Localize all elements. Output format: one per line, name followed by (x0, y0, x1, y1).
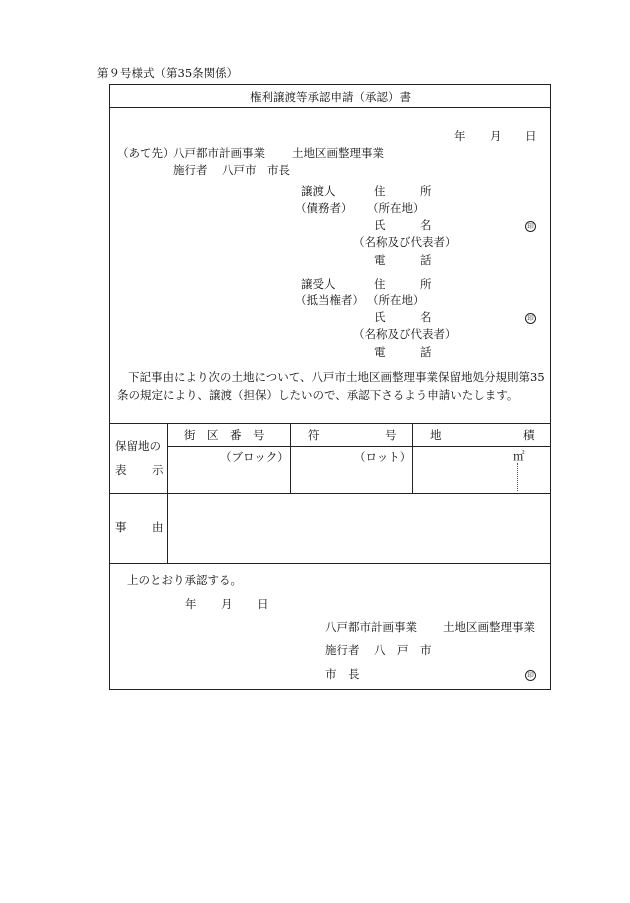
assignor-name-label-b: 名 (420, 218, 432, 232)
assignee-label: 譲受人 (301, 277, 336, 291)
assignor-address-label-a: 住 (374, 184, 386, 198)
form-title: 権利譲渡等承認申請（承認）書 (250, 90, 411, 104)
lot-area-divider (412, 423, 413, 493)
assignor-role: （債務者） (295, 201, 353, 215)
lot-number-header-a: 符 (308, 428, 320, 442)
assignor-label: 譲渡人 (301, 184, 336, 198)
assignee-address-label-a: 住 (374, 277, 386, 291)
assignor-phone-label-a: 電 (374, 253, 386, 267)
approval-statement: 上のとおり承認する。 (127, 573, 242, 587)
block-number-header: 街 区 番 号 (184, 428, 265, 442)
table-header-divider (167, 446, 551, 447)
addressee-mayor: 市長 (267, 163, 290, 177)
reserve-land-label-line2a: 表 (115, 463, 127, 477)
approval-year-label: 年 (185, 597, 197, 611)
approval-day-label: 日 (257, 597, 269, 611)
table-top-divider (109, 423, 551, 424)
addressee-city: 八戸市 (222, 163, 257, 177)
approval-implementer-label: 施行者 (325, 643, 360, 657)
approval-city-a: 八 (374, 643, 386, 657)
assignor-representative-label: （名称及び代表者） (353, 235, 457, 249)
assignor-location-label: （所在地） (367, 201, 425, 215)
block-lot-divider (290, 423, 291, 493)
approval-project: 八戸都市計画事業 (325, 620, 417, 634)
approval-city-b: 戸 (397, 643, 409, 657)
reserve-land-label-line1: 保留地の (115, 439, 161, 453)
assignee-phone-label-a: 電 (374, 345, 386, 359)
assignee-name-label-b: 名 (420, 310, 432, 324)
assignee-representative-label: （名称及び代表者） (353, 327, 457, 341)
area-decimal-dotted-line (517, 463, 518, 491)
approval-project-type: 土地区画整理事業 (443, 620, 535, 634)
date-year-label: 年 (454, 129, 466, 143)
assignee-role: （抵当権者） (295, 293, 364, 307)
assignee-name-label-a: 氏 (374, 310, 386, 324)
approval-mayor-b: 長 (348, 667, 360, 681)
approval-month-label: 月 (221, 597, 233, 611)
assignor-address-label-b: 所 (420, 184, 432, 198)
lot-number-header-b: 号 (385, 428, 397, 442)
addressee-implementer-label: 施行者 (173, 163, 208, 177)
block-unit-label: （ブロック） (220, 450, 289, 464)
approval-city-c: 市 (420, 643, 432, 657)
area-header-b: 積 (523, 428, 535, 442)
reserve-land-label-line2b: 示 (152, 463, 164, 477)
date-month-label: 月 (490, 129, 502, 143)
application-body-text: 下記事由により次の土地について、八戸市土地区画整理事業保留地処分規則第35条の規定により、譲渡（担保）したいので、承認下さるよう申請いたします。 (117, 370, 545, 402)
assignor-seal-icon: 印 (525, 221, 536, 232)
date-day-label: 日 (525, 129, 537, 143)
reason-label-b: 由 (152, 520, 164, 534)
form-number: 第９号様式（第35条関係） (97, 66, 239, 80)
addressee-project: 八戸都市計画事業 (173, 146, 265, 160)
area-header-a: 地 (430, 428, 442, 442)
assignee-seal-icon: 印 (525, 313, 536, 324)
approval-mayor-a: 市 (325, 667, 337, 681)
assignee-phone-label-b: 話 (420, 345, 432, 359)
reason-label-a: 事 (115, 520, 127, 534)
lot-unit-label: （ロット） (354, 450, 412, 464)
label-column-divider (167, 423, 168, 563)
assignee-location-label: （所在地） (367, 293, 425, 307)
assignee-address-label-b: 所 (420, 277, 432, 291)
assignor-phone-label-b: 話 (420, 253, 432, 267)
reason-bottom-divider (109, 563, 551, 564)
approval-seal-icon: 印 (525, 670, 536, 681)
title-divider (109, 107, 551, 108)
addressee-project-type: 土地区画整理事業 (292, 146, 384, 160)
area-unit-label: ㎡ (513, 449, 525, 463)
assignor-name-label-a: 氏 (374, 218, 386, 232)
addressee-prefix: （あて先） (117, 146, 175, 160)
reserve-land-bottom-divider (109, 493, 551, 494)
